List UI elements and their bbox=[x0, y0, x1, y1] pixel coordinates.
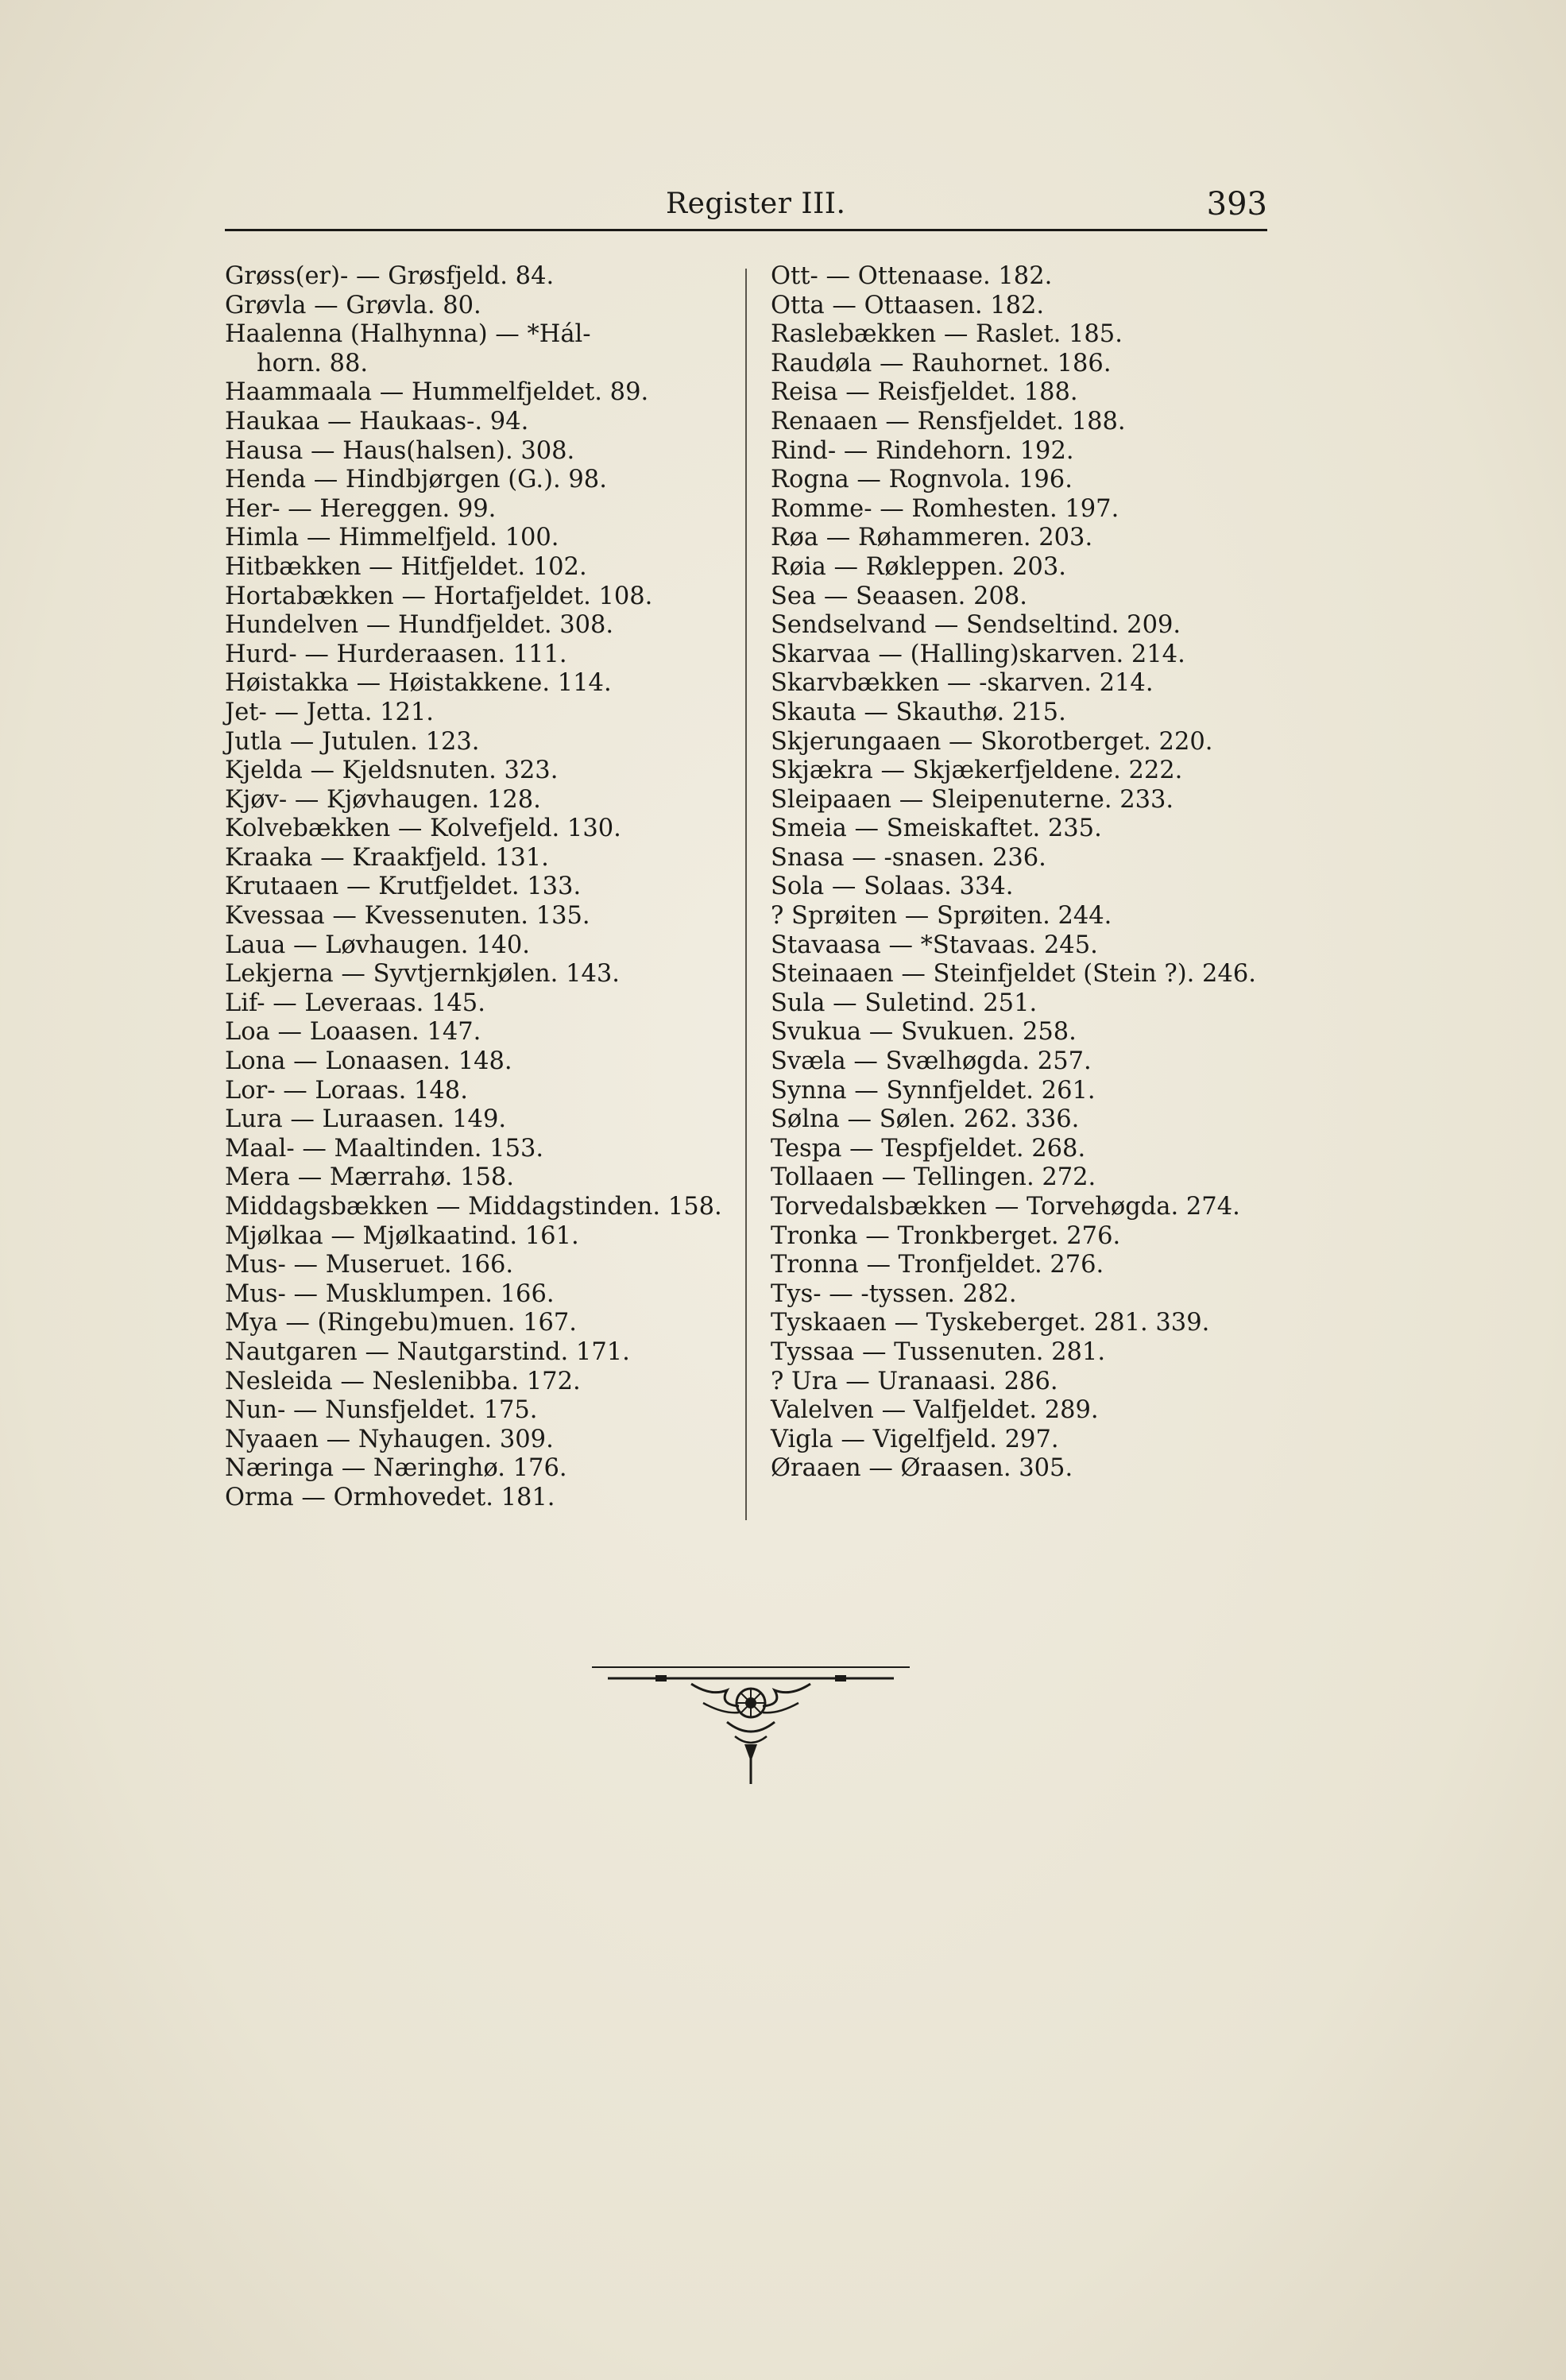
register-entry: Skauta — Skauthø. 215. bbox=[771, 698, 1066, 726]
register-entry: Næringa — Næringhø. 176. bbox=[225, 1454, 567, 1483]
register-entry: Sendselvand — Sendseltind. 209. bbox=[771, 611, 1181, 640]
register-column-left bbox=[225, 262, 733, 1513]
floral-tailpiece-icon bbox=[592, 1665, 910, 1788]
register-entry: Hurd- — Hurderaasen. 111. bbox=[225, 640, 567, 668]
register-entry: horn. 88. bbox=[257, 349, 369, 377]
running-head: Register III. bbox=[666, 188, 846, 220]
register-entry: Tronka — Tronkberget. 276. bbox=[771, 1221, 1121, 1250]
register-entry: Skjækra — Skjækerfjeldene. 222. bbox=[771, 757, 1183, 785]
register-entry: Himla — Himmelfjeld. 100. bbox=[225, 524, 559, 552]
register-entry: Ott- — Ottenaase. 182. bbox=[771, 262, 1053, 290]
register-entry: Svukua — Svukuen. 258. bbox=[771, 1018, 1077, 1047]
register-entry: Jet- — Jetta. 121. bbox=[225, 698, 435, 726]
register-entry: Skarvaa — (Halling)skarven. 214. bbox=[771, 640, 1185, 668]
register-entry: Svæla — Svælhøgda. 257. bbox=[771, 1047, 1092, 1076]
register-entry: Valelven — Valfjeldet. 289. bbox=[771, 1396, 1099, 1425]
register-entry: Skarvbækken — -skarven. 214. bbox=[771, 669, 1154, 698]
register-entry: Sula — Suletind. 251. bbox=[771, 989, 1038, 1017]
register-entry: Smeia — Smeiskaftet. 235. bbox=[771, 815, 1102, 843]
register-entry: Grøss(er)- — Grøsfjeld. 84. bbox=[225, 262, 555, 290]
register-entry: Hortabækken — Hortafjeldet. 108. bbox=[225, 582, 653, 610]
register-entry: Otta — Ottaasen. 182. bbox=[771, 291, 1045, 319]
register-entry: Romme- — Romhesten. 197. bbox=[771, 494, 1119, 523]
register-entry: Her- — Hereggen. 99. bbox=[225, 494, 497, 523]
register-entry: Laua — Løvhaugen. 140. bbox=[225, 931, 530, 959]
register-entry: Nun- — Nunsfjeldet. 175. bbox=[225, 1396, 538, 1425]
register-entry: ? Ura — Uranaasi. 286. bbox=[771, 1367, 1058, 1395]
register-entry: Kolvebækken — Kolvefjeld. 130. bbox=[225, 815, 621, 843]
register-entry: Vigla — Vigelfjeld. 297. bbox=[771, 1425, 1059, 1453]
register-entry: Snasa — -snasen. 236. bbox=[771, 843, 1046, 872]
page-number: 393 bbox=[1206, 186, 1267, 223]
register-entry: Sea — Seaasen. 208. bbox=[771, 582, 1027, 610]
register-entry: Reisa — Reisfjeldet. 188. bbox=[771, 378, 1078, 407]
register-entry: Haukaa — Haukaas-. 94. bbox=[225, 407, 529, 435]
register-entry: Middagsbækken — Middagstinden. 158. bbox=[225, 1193, 722, 1221]
register-entry: Øraaen — Øraasen. 305. bbox=[771, 1454, 1073, 1483]
register-entry: Lekjerna — Syvtjernkjølen. 143. bbox=[225, 960, 620, 989]
register-entry: Orma — Ormhovedet. 181. bbox=[225, 1483, 555, 1511]
register-entry: Steinaaen — Steinfjeldet (Stein ?). 246. bbox=[771, 960, 1256, 989]
register-entry: Skjerungaaen — Skorotberget. 220. bbox=[771, 727, 1213, 756]
register-entry: Synna — Synnfjeldet. 261. bbox=[771, 1076, 1096, 1105]
register-entry: Kjøv- — Kjøvhaugen. 128. bbox=[225, 785, 541, 814]
register-entry: Raslebækken — Raslet. 185. bbox=[771, 320, 1123, 349]
register-entry: Mya — (Ringebu)muen. 167. bbox=[225, 1309, 577, 1337]
register-entry: Mus- — Museruet. 166. bbox=[225, 1251, 514, 1279]
register-entry: Grøvla — Grøvla. 80. bbox=[225, 291, 481, 319]
register-entry: Tollaaen — Tellingen. 272. bbox=[771, 1163, 1096, 1192]
register-entry: Kjelda — Kjeldsnuten. 323. bbox=[225, 757, 559, 785]
register-entry: Rogna — Rognvola. 196. bbox=[771, 466, 1073, 494]
register-entry: Stavaasa — *Stavaas. 245. bbox=[771, 931, 1098, 959]
register-entry: Hitbækken — Hitfjeldet. 102. bbox=[225, 552, 587, 581]
register-entry: Sølna — Sølen. 262. 336. bbox=[771, 1105, 1080, 1134]
column-divider bbox=[745, 269, 747, 1520]
register-entry: Lura — Luraasen. 149. bbox=[225, 1105, 507, 1134]
register-entry: Mus- — Musklumpen. 166. bbox=[225, 1279, 555, 1308]
register-entry: Mjølkaa — Mjølkaatind. 161. bbox=[225, 1221, 579, 1250]
register-entry: Røia — Røkleppen. 203. bbox=[771, 552, 1066, 581]
register-entry: Sola — Solaas. 334. bbox=[771, 873, 1014, 901]
register-entry: Renaaen — Rensfjeldet. 188. bbox=[771, 407, 1126, 435]
register-entry: Jutla — Jutulen. 123. bbox=[225, 727, 480, 756]
register-entry: Nyaaen — Nyhaugen. 309. bbox=[225, 1425, 554, 1453]
register-entry: Henda — Hindbjørgen (G.). 98. bbox=[225, 466, 607, 494]
register-entry: Rind- — Rindehorn. 192. bbox=[771, 436, 1074, 465]
register-entry: Kvessaa — Kvessenuten. 135. bbox=[225, 902, 590, 931]
register-entry: Tespa — Tespfjeldet. 268. bbox=[771, 1134, 1086, 1163]
register-entry: Lif- — Leveraas. 145. bbox=[225, 989, 485, 1017]
register-entry: Lona — Lonaasen. 148. bbox=[225, 1047, 512, 1076]
header-rule bbox=[225, 229, 1267, 231]
register-entry: Nesleida — Neslenibba. 172. bbox=[225, 1367, 581, 1395]
register-entry: Sleipaaen — Sleipenuterne. 233. bbox=[771, 785, 1174, 814]
register-entry: Høistakka — Høistakkene. 114. bbox=[225, 669, 612, 698]
register-entry: Nautgaren — Nautgarstind. 171. bbox=[225, 1337, 630, 1366]
register-entry: Maal- — Maaltinden. 153. bbox=[225, 1134, 544, 1163]
register-column-right bbox=[771, 262, 1279, 1484]
page-header bbox=[225, 181, 1267, 226]
register-entry: Hausa — Haus(halsen). 308. bbox=[225, 436, 575, 465]
register-entry: Torvedalsbækken — Torvehøgda. 274. bbox=[771, 1193, 1240, 1221]
register-entry: ? Sprøiten — Sprøiten. 244. bbox=[771, 902, 1112, 931]
register-entry: Haammaala — Hummelfjeldet. 89. bbox=[225, 378, 649, 407]
register-entry: Tyssaa — Tussenuten. 281. bbox=[771, 1337, 1106, 1366]
register-entry: Kraaka — Kraakfjeld. 131. bbox=[225, 843, 549, 872]
register-entry: Hundelven — Hundfjeldet. 308. bbox=[225, 611, 614, 640]
register-entry: Tyskaaen — Tyskeberget. 281. 339. bbox=[771, 1309, 1210, 1337]
register-entry: Haalenna (Halhynna) — *Hál- bbox=[225, 320, 591, 349]
register-entry: Raudøla — Rauhornet. 186. bbox=[771, 349, 1112, 377]
register-entry: Loa — Loaasen. 147. bbox=[225, 1018, 481, 1047]
register-entry: Tronna — Tronfjeldet. 276. bbox=[771, 1251, 1104, 1279]
register-entry: Mera — Mærrahø. 158. bbox=[225, 1163, 514, 1192]
register-entry: Krutaaen — Krutfjeldet. 133. bbox=[225, 873, 582, 901]
register-entry: Lor- — Loraas. 148. bbox=[225, 1076, 468, 1105]
register-entry: Røa — Røhammeren. 203. bbox=[771, 524, 1093, 552]
register-entry: Tys- — -tyssen. 282. bbox=[771, 1279, 1017, 1308]
